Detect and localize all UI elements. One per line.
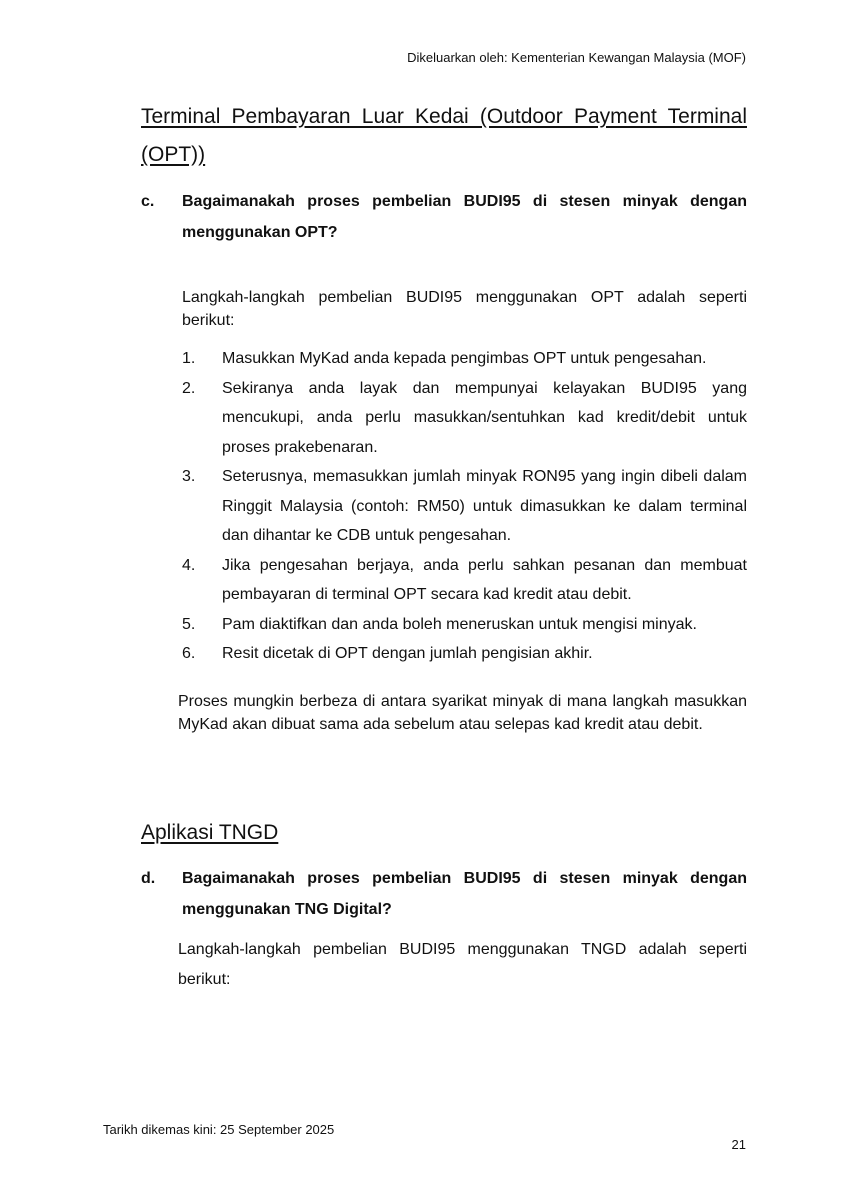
step-text: Resit dicetak di OPT dengan jumlah pengisian akhir. (222, 645, 593, 662)
section-heading-tngd: Aplikasi TNGD (141, 821, 279, 844)
step-number: 2. (182, 379, 196, 397)
step-item (182, 551, 747, 610)
question-c: Bagaimanakah proses pembelian BUDI95 di stesen minyak dengan menggunakan OPT? (182, 193, 747, 241)
step-text: Pam diaktifkan dan anda boleh meneruskan untuk mengisi minyak. (222, 615, 697, 633)
steps-list-opt (182, 344, 747, 669)
step-text: Seterusnya, memasukkan jumlah minyak RON95 yang ingin dibeli dalam Ringgit Malaysia (contoh: RM50) untuk dimasukkan ke dalam terminal dan dihantar ke CDB untuk pengesahan. (222, 468, 747, 544)
note-opt: Proses mungkin berbeza di antara syarikat minyak di mana langkah masukkan MyKad akan dibuat sama ada sebelum atau selepas kad kredit atau debit. (178, 693, 747, 733)
question-letter-c: c. (141, 193, 155, 210)
step-item (182, 639, 747, 669)
step-number: 5. (182, 615, 196, 633)
document-issuer: Dikeluarkan oleh: Kementerian Kewangan Malaysia (MOF) (407, 50, 746, 65)
step-number: 3. (182, 468, 196, 485)
page-number: 21 (731, 1137, 746, 1152)
step-text: Jika pengesahan berjaya, anda perlu sahkan pesanan dan membuat pembayaran di terminal OPT secara kad kredit atau debit. (222, 556, 747, 603)
question-letter-d: d. (141, 870, 156, 887)
step-item (182, 462, 747, 551)
last-updated-date: Tarikh dikemas kini: 25 September 2025 (103, 1122, 335, 1137)
step-number: 1. (182, 350, 196, 367)
step-number: 6. (182, 645, 196, 662)
section-heading-opt: Terminal Pembayaran Luar Kedai (Outdoor Payment Terminal (OPT)) (141, 105, 747, 166)
step-number: 4. (182, 556, 196, 574)
step-text: Sekiranya anda layak dan mempunyai kelayakan BUDI95 yang mencukupi, anda perlu masukkan/sentuhkan kad kredit/debit untuk proses prakebenaran. (222, 379, 747, 456)
step-item (182, 610, 747, 640)
question-d: Bagaimanakah proses pembelian BUDI95 di stesen minyak dengan menggunakan TNG Digital? (182, 870, 747, 918)
step-item (182, 374, 747, 463)
intro-tngd: Langkah-langkah pembelian BUDI95 menggunakan TNGD adalah seperti berikut: (178, 941, 747, 988)
intro-opt: Langkah-langkah pembelian BUDI95 menggunakan OPT adalah seperti berikut: (182, 289, 747, 329)
step-text: Masukkan MyKad anda kepada pengimbas OPT untuk pengesahan. (222, 350, 707, 367)
step-item (182, 344, 747, 374)
